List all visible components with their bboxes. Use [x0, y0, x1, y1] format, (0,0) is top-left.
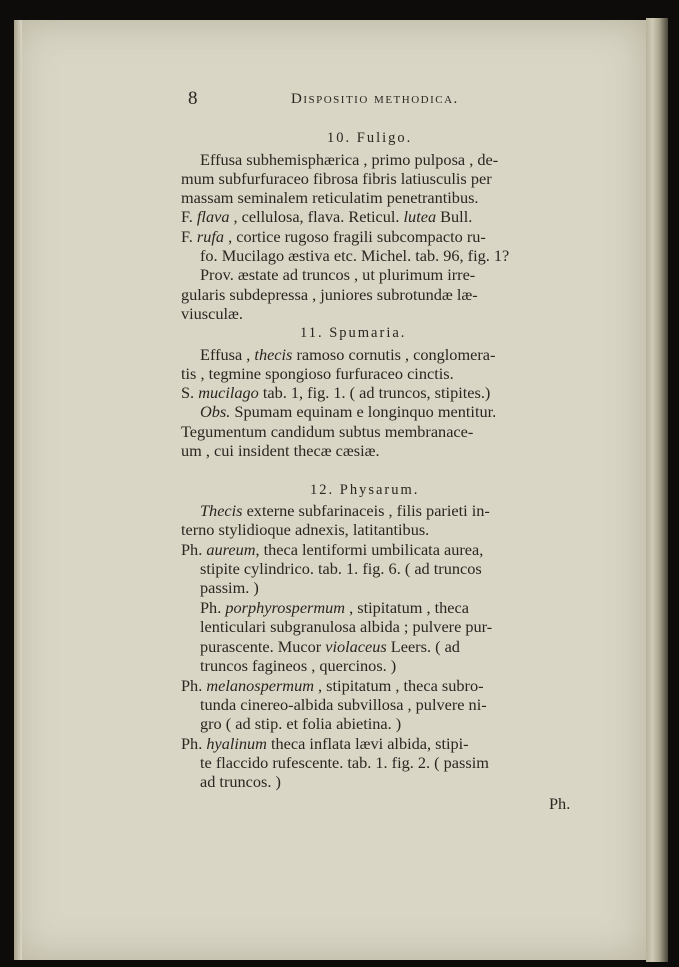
text-line: purascente. Mucor violaceus Leers. ( ad	[200, 637, 460, 656]
text-line: Ph. porphyrospermum , stipitatum , theca	[200, 598, 469, 617]
text-line: Ph. aureum, theca lentiformi umbilicata aurea,	[181, 540, 484, 559]
page-edge	[646, 18, 668, 962]
page-number: 8	[188, 88, 198, 109]
text-line: Thecis externe subfarinaceis , filis parieti in-	[200, 501, 490, 520]
text-line: gro ( ad stip. et folia abietina. )	[200, 714, 402, 733]
text-line: massam seminalem reticulatim penetrantibus.	[181, 188, 479, 207]
text-line: F. rufa , cortice rugoso fragili subcompacto ru-	[181, 227, 486, 246]
page-header	[188, 88, 598, 112]
text-line: fo. Mucilago æstiva etc. Michel. tab. 96, fig. 1?	[200, 246, 510, 265]
text-line: Effusa subhemisphærica , primo pulposa , de-	[200, 150, 499, 169]
text-line: tunda cinereo-albida subvillosa , pulvere ni-	[200, 695, 487, 714]
text-line: Prov. æstate ad truncos , ut plurimum irre-	[200, 265, 476, 284]
text-line: Ph. hyalinum theca inflata lævi albida, stipi-	[181, 734, 469, 753]
text-line: S. mucilago tab. 1, fig. 1. ( ad truncos, stipites.)	[181, 383, 491, 402]
text-line: Obs. Spumam equinam e longinquo mentitur.	[200, 402, 497, 421]
text-line: Effusa , thecis ramoso cornutis , conglomera-	[200, 345, 496, 364]
text-line: terno stylidioque adnexis, latitantibus.	[181, 520, 430, 539]
page-gutter	[14, 20, 22, 960]
text-line: ad truncos. )	[200, 772, 281, 791]
section-heading: 10. Fuligo.	[327, 130, 413, 146]
text-line: gularis subdepressa , juniores subrotundæ læ-	[181, 285, 478, 304]
text-line: Ph.	[549, 794, 571, 813]
text-line: Tegumentum candidum subtus membranace-	[181, 422, 474, 441]
text-line: mum subfurfuraceo fibrosa fibris latiusculis per	[181, 169, 492, 188]
text-line: passim. )	[200, 578, 259, 597]
text-line: um , cui insident thecæ cæsiæ.	[181, 441, 380, 460]
text-line: stipite cylindrico. tab. 1. fig. 6. ( ad truncos	[200, 559, 482, 578]
text-line: truncos fagineos , quercinos. )	[200, 656, 397, 675]
running-head: Dispositio methodica.	[291, 91, 459, 107]
section-heading: 12. Physarum.	[310, 482, 420, 498]
text-line: viusculæ.	[181, 304, 243, 323]
text-line: Ph. melanospermum , stipitatum , theca subro-	[181, 676, 484, 695]
text-line: tis , tegmine spongioso furfuraceo cinctis.	[181, 364, 454, 383]
section-heading: 11. Spumaria.	[300, 325, 407, 341]
text-line: F. flava , cellulosa, flava. Reticul. lutea Bull.	[181, 207, 473, 226]
text-line: lenticulari subgranulosa albida ; pulvere pur-	[200, 617, 493, 636]
text-line: te flaccido rufescente. tab. 1. fig. 2. ( passim	[200, 753, 489, 772]
